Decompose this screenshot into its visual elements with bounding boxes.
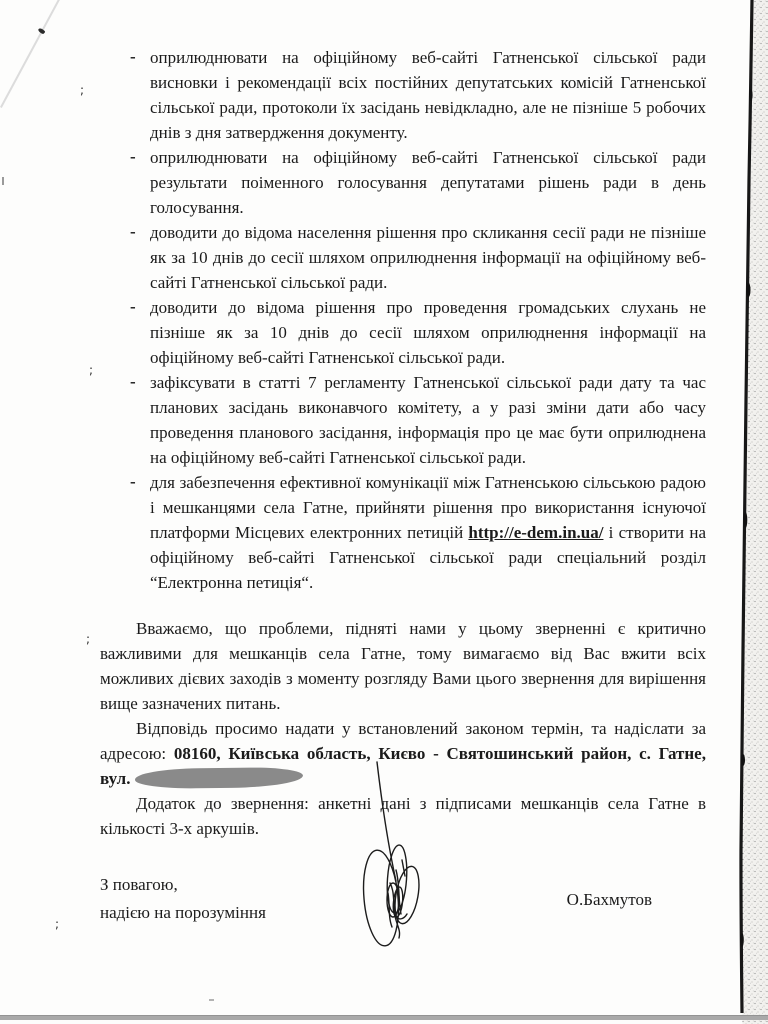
scan-noise-mark: ; xyxy=(55,917,60,931)
list-item xyxy=(128,220,706,295)
list-item xyxy=(128,45,706,145)
list-item-text: зафіксувати в статті 7 регламенту Гатненської сільської ради дату та час планових засідань виконавчого комітету, а у разі зміни дати або часу проведення планового засідання, інформація про це має бути оприлюднена на офіційному веб-сайті Гатненської сільської ради. xyxy=(150,373,706,467)
closing-salutation-line1: З повагою, xyxy=(100,875,178,894)
response-request-text: Відповідь просимо надати у встановлений законом термін, та надіслати за адресою: xyxy=(100,719,706,763)
closing-salutation-line2: надією на порозуміння xyxy=(100,903,266,922)
list-item-text: доводити до відома рішення про проведення громадських слухань не пізніше як за 10 днів до сесії шляхом оприлюднення інформації на офіційному веб-сайті Гатненської сільської ради. xyxy=(150,298,706,367)
paragraph-response-address xyxy=(100,716,706,791)
bullet-dash: - xyxy=(130,147,136,166)
petition-platform-link[interactable]: http://e-dem.in.ua/ xyxy=(468,523,604,542)
scan-bottom-edge xyxy=(0,1015,768,1020)
document-body xyxy=(100,45,706,927)
scan-edge-artifact xyxy=(736,0,768,1024)
scan-noise-mark: ; xyxy=(80,83,85,97)
bullet-dash: - xyxy=(130,472,136,491)
scan-dust-dot xyxy=(209,999,214,1001)
scan-crease-line xyxy=(0,0,60,108)
redacted-street-name xyxy=(135,767,303,789)
scan-noise-mark: ; xyxy=(89,363,94,377)
list-item-text: доводити до відома населення рішення про скликання сесії ради не пізніше як за 10 днів до сесії шляхом оприлюднення інформації на офіційному веб-сайті Гатненської сільської ради. xyxy=(150,223,706,292)
list-item xyxy=(128,470,706,595)
paragraph-attachment: Додаток до звернення: анкетні дані з підписами мешканців села Гатне в кількості 3-х аркушів. xyxy=(100,794,706,838)
signer-name: О.Бахмутов xyxy=(566,890,652,909)
bullet-dash: - xyxy=(130,372,136,391)
bullet-dash: - xyxy=(130,222,136,241)
paragraph-conclusion: Вважаємо, що проблеми, підняті нами у цьому зверненні є критично важливими для мешканців села Гатне, тому вимагаємо від Вас вжити всіх можливих дієвих заходів з моменту розгляду Вами цього звернення для вирішення вище зазначених питань. xyxy=(100,619,706,713)
scan-dust-dot xyxy=(2,177,4,185)
list-item xyxy=(128,295,706,370)
bullet-dash: - xyxy=(130,297,136,316)
closing-block xyxy=(100,871,706,927)
list-item xyxy=(128,145,706,220)
bullet-list xyxy=(128,45,706,595)
bullet-dash: - xyxy=(130,47,136,66)
list-item-text-after-link: і створити на офіційному веб-сайті Гатненської сільської ради спеціальний розділ “Електронна петиція“. xyxy=(150,523,706,592)
scan-noise-mark: ; xyxy=(86,632,91,646)
list-item xyxy=(128,370,706,470)
list-item-text-before-link: для забезпечення ефективної комунікації між Гатненською сільською радою і мешканцями села Гатне, прийняти рішення про використання існуючої платформи Місцевих електронних петицій xyxy=(150,473,706,542)
list-item-text: оприлюднювати на офіційному веб-сайті Гатненської сільської ради висновки і рекомендації всіх постійних депутатських комісій Гатненської сільської ради, протоколи їх засідань невідкладно, але не пізніше 5 робочих днів з дня затвердження документу. xyxy=(150,48,706,142)
list-item-text: оприлюднювати на офіційному веб-сайті Гатненської сільської ради результати поіменного голосування депутатами рішень ради в день голосування. xyxy=(150,148,706,217)
list-item-text xyxy=(150,473,706,592)
mailing-address: 08160, Київська область, Києво - Святошинський район, с. Гатне, вул. xyxy=(100,744,706,788)
